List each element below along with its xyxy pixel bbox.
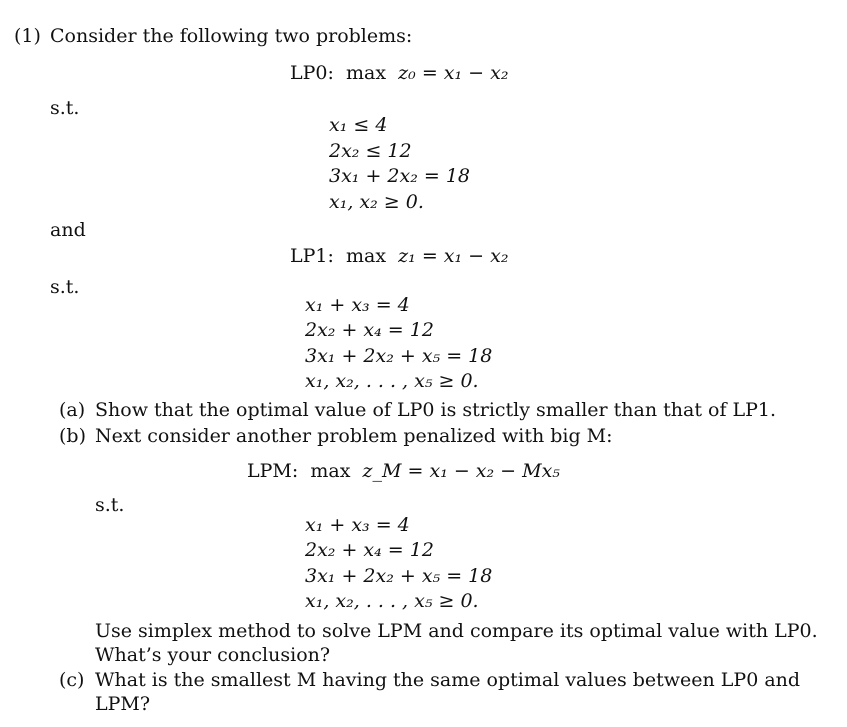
- lp1-max: max: [346, 245, 387, 267]
- lp0-constraint-4: x₁, x₂ ≥ 0.: [329, 191, 424, 213]
- lp0-objective-expr: z₀ = x₁ − x₂: [398, 62, 509, 84]
- lpm-constraint-1: x₁ + x₃ = 4: [305, 514, 410, 536]
- lp1-constraint-3: 3x₁ + 2x₂ + x₅ = 18: [305, 345, 493, 367]
- lp0-label: LP0:: [290, 62, 334, 84]
- lp1-objective: [290, 244, 508, 268]
- lp0-objective: [290, 61, 508, 85]
- lpm-objective-expr: z_M = x₁ − x₂ − Mx₅: [362, 460, 560, 482]
- lpm-constraint-4: x₁, x₂, . . . , x₅ ≥ 0.: [305, 590, 479, 612]
- lp1-constraint-4: x₁, x₂, . . . , x₅ ≥ 0.: [305, 370, 479, 392]
- lp0-st: s.t.: [50, 97, 80, 119]
- lp1-label: LP1:: [290, 245, 334, 267]
- lpm-max: max: [310, 460, 351, 482]
- and-text: and: [50, 219, 86, 241]
- lpm-label: LPM:: [247, 460, 299, 482]
- lpm-st: s.t.: [95, 494, 125, 516]
- lpm-constraint-3: 3x₁ + 2x₂ + x₅ = 18: [305, 565, 493, 587]
- lp1-constraint-2: 2x₂ + x₄ = 12: [305, 319, 434, 341]
- part-b-followup-2: What’s your conclusion?: [95, 644, 331, 666]
- part-b-text: Next consider another problem penalized with big M:: [95, 425, 613, 447]
- lp0-constraint-2: 2x₂ ≤ 12: [329, 140, 412, 162]
- lp0-constraint-3: 3x₁ + 2x₂ = 18: [329, 165, 471, 187]
- lpm-constraint-2: 2x₂ + x₄ = 12: [305, 539, 434, 561]
- part-c-text-2: LPM?: [95, 693, 151, 715]
- problem-intro: Consider the following two problems:: [50, 25, 413, 47]
- lp1-objective-expr: z₁ = x₁ − x₂: [398, 245, 509, 267]
- problem-number: (1): [14, 25, 41, 47]
- lp1-constraint-1: x₁ + x₃ = 4: [305, 294, 410, 316]
- part-c-text-1: What is the smallest M having the same optimal values between LP0 and: [95, 669, 801, 691]
- part-a-marker: (a): [59, 399, 86, 421]
- lp0-max: max: [346, 62, 387, 84]
- part-c-marker: (c): [59, 669, 85, 691]
- lpm-objective: [247, 459, 560, 483]
- part-b-marker: (b): [59, 425, 86, 447]
- lp0-constraint-1: x₁ ≤ 4: [329, 114, 388, 136]
- part-b-followup-1: Use simplex method to solve LPM and compare its optimal value with LP0.: [95, 620, 818, 642]
- part-a-text: Show that the optimal value of LP0 is strictly smaller than that of LP1.: [95, 399, 777, 421]
- lp1-st: s.t.: [50, 276, 80, 298]
